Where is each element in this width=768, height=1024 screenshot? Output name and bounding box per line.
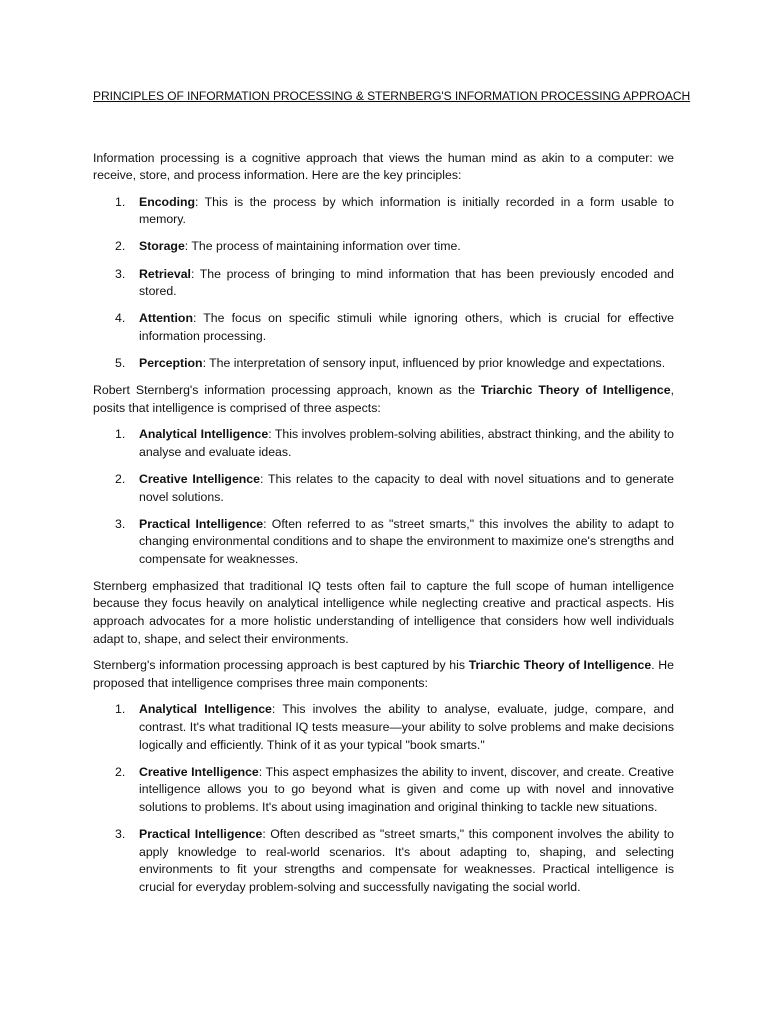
item-text: : This aspect emphasizes the ability to invent, discover, and create. Creative intelligence allows you to go beyond what is given and come up with novel and innovative solutions to problems. It's about using imagination and original thinking to tackle new situations. (139, 764, 674, 814)
aspects-list (93, 426, 674, 568)
item-term: Attention (139, 311, 193, 326)
item-term: Storage (139, 239, 185, 254)
list-item (93, 310, 674, 345)
sternberg-intro-bold: Triarchic Theory of Intelligence (481, 383, 671, 398)
triarchic-intro-paragraph (93, 657, 674, 692)
list-item (93, 826, 674, 896)
item-text: : This involves problem-solving abilities, abstract thinking, and the ability to analyse and evaluate ideas. (139, 427, 674, 459)
list-item (93, 516, 674, 569)
triarchic-intro-before: Sternberg's information processing approach is best captured by his (93, 658, 469, 673)
item-text: : The process of maintaining information over time. (184, 239, 461, 254)
list-item (93, 426, 674, 461)
item-number: 2. (115, 239, 126, 254)
document-page (93, 88, 691, 906)
item-text: : Often described as "street smarts," this component involves the ability to apply knowledge to real-world scenarios. It's about adapting to, shaping, and selecting environments to fit your strengths and compensate for weaknesses. Practical intelligence is crucial for everyday problem-solving and successfully navigating the social world. (139, 827, 674, 894)
item-text: : This is the process by which information is initially recorded in a form usable to memory. (139, 194, 674, 227)
item-text: : The focus on specific stimuli while ignoring others, which is crucial for effective information processing. (139, 311, 674, 343)
item-text: : Often referred to as "street smarts," this involves the ability to adapt to changing environmental conditions and to shape the environment to maximize one's strengths and compensate for weaknesses. (139, 516, 674, 566)
item-text: : This relates to the capacity to deal with novel situations and to generate novel solutions. (139, 471, 674, 504)
sternberg-intro-after: , posits that intelligence is comprised of three aspects: (93, 383, 674, 415)
item-term: Creative Intelligence (139, 471, 260, 486)
intro-paragraph: Information processing is a cognitive approach that views the human mind as akin to a computer: we receive, store, and process information. Here are the key principles: (93, 150, 674, 183)
item-term: Creative Intelligence (139, 764, 259, 779)
document-title: PRINCIPLES OF INFORMATION PROCESSING & STERNBERG'S INFORMATION PROCESSING APPROACH (93, 89, 691, 103)
list-item (93, 764, 674, 817)
item-term: Perception (139, 355, 203, 370)
list-item (93, 355, 674, 373)
item-term: Practical Intelligence (139, 827, 263, 841)
item-term: Practical Intelligence (139, 516, 264, 531)
sternberg-intro-paragraph (93, 382, 674, 417)
item-number: 1. (115, 702, 126, 717)
item-number: 3. (115, 827, 126, 841)
triarchic-intro-after: . He proposed that intelligence comprises three main components: (93, 658, 674, 690)
list-item (93, 471, 674, 506)
triarchic-intro-bold: Triarchic Theory of Intelligence (468, 658, 652, 673)
list-item (93, 194, 674, 229)
list-item (93, 238, 674, 256)
list-item (93, 266, 674, 301)
item-text: : The interpretation of sensory input, influenced by prior knowledge and expectations. (202, 355, 666, 370)
item-term: Encoding (139, 194, 196, 209)
components-list (93, 701, 674, 896)
item-number: 3. (115, 516, 126, 531)
emphasis-paragraph: Sternberg emphasized that traditional IQ tests often fail to capture the full scope of human intelligence because they focus heavily on analytical intelligence while neglecting creative and practical aspects. His approach advocates for a more holistic understanding of intelligence that considers how well individuals adapt to, shape, and select their environments. (93, 578, 674, 646)
item-term: Analytical Intelligence (139, 427, 269, 442)
item-number: 1. (115, 194, 126, 209)
item-text: : The process of bringing to mind information that has been previously encoded and stored. (139, 266, 674, 299)
sternberg-intro-before: Robert Sternberg's information processing approach, known as the (93, 383, 482, 398)
item-term: Analytical Intelligence (139, 702, 272, 717)
item-number: 2. (115, 471, 126, 486)
list-item (93, 701, 674, 754)
item-number: 4. (115, 311, 126, 326)
item-number: 1. (115, 427, 126, 442)
item-text: : This involves the ability to analyse, evaluate, judge, compare, and contrast. It's what traditional IQ tests measure—your ability to solve problems and make decisions logically and efficiently. Think of it as your typical "book smarts." (139, 702, 674, 752)
item-number: 2. (115, 764, 126, 779)
item-term: Retrieval (139, 266, 191, 281)
item-number: 3. (115, 266, 126, 281)
principles-list (93, 194, 674, 373)
item-number: 5. (115, 355, 126, 370)
